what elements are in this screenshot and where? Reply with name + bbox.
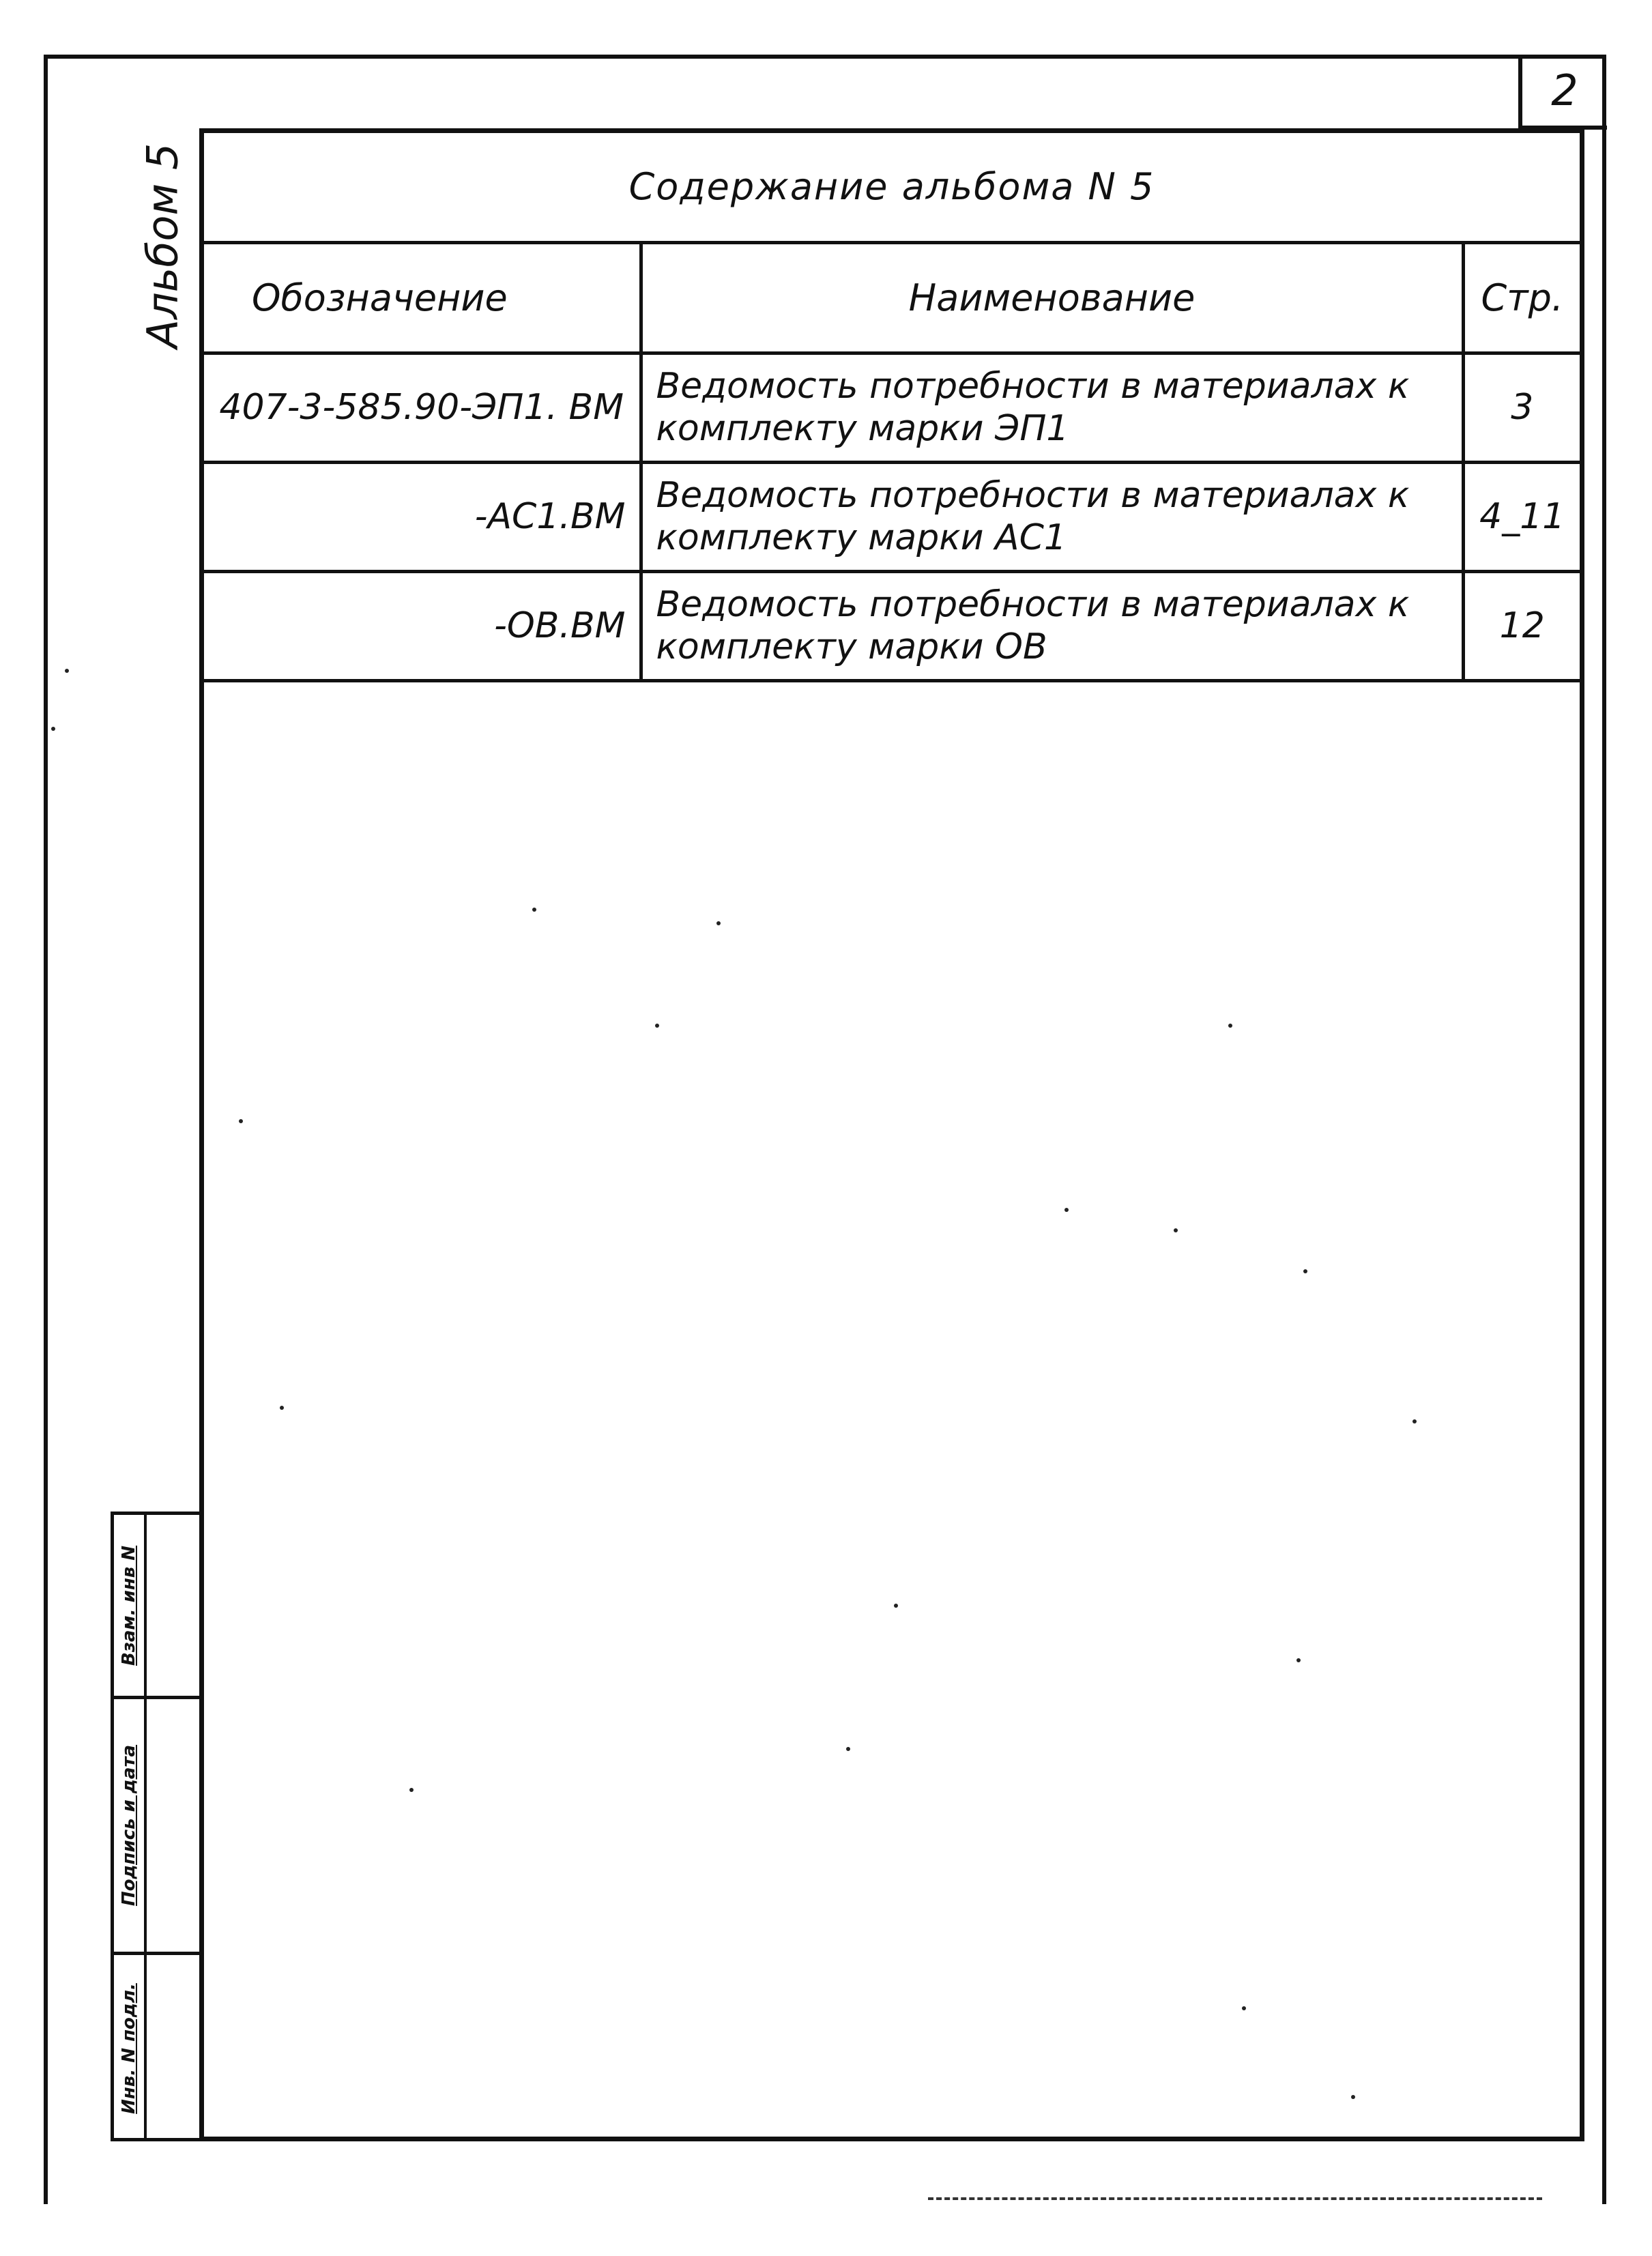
table-row bbox=[204, 571, 1580, 680]
scan-speck bbox=[1174, 1228, 1178, 1232]
bottom-dashed-line bbox=[928, 2197, 1542, 2206]
scan-speck bbox=[239, 1119, 243, 1123]
stamp-field-inventory bbox=[114, 1955, 199, 2141]
stamp-field-signature bbox=[114, 1699, 199, 1955]
row-name: Ведомость потребности в материалах к комплекту марки ОВ bbox=[641, 571, 1463, 680]
stamp-label: Подпись и дата bbox=[119, 1744, 139, 1907]
album-tag: Альбом 5 bbox=[137, 143, 188, 349]
page-number: 2 bbox=[1518, 55, 1607, 130]
scan-speck bbox=[1228, 1024, 1232, 1028]
row-code: -ОВ.ВМ bbox=[204, 571, 641, 680]
scan-speck bbox=[1351, 2095, 1355, 2099]
scan-speck bbox=[65, 669, 69, 673]
table-row bbox=[204, 353, 1580, 462]
scan-speck bbox=[1064, 1208, 1069, 1212]
row-code: 407-3-585.90-ЭП1. ВМ bbox=[204, 353, 641, 462]
header-code: Обозначение bbox=[204, 242, 641, 353]
scan-speck bbox=[1296, 1658, 1301, 1662]
table-row bbox=[204, 462, 1580, 571]
side-stamp bbox=[111, 1512, 199, 2141]
scan-speck bbox=[51, 727, 55, 731]
row-page: 3 bbox=[1463, 353, 1580, 462]
stamp-field-replacement bbox=[114, 1515, 199, 1699]
scan-speck bbox=[655, 1024, 659, 1028]
header-name: Наименование bbox=[641, 242, 1463, 353]
scan-speck bbox=[532, 908, 536, 912]
scan-speck bbox=[409, 1788, 414, 1792]
row-page: 4_11 bbox=[1463, 462, 1580, 571]
row-name: Ведомость потребности в материалах к комплекту марки АС1 bbox=[641, 462, 1463, 571]
stamp-label: Инв. N подл. bbox=[119, 1982, 139, 2114]
table-title: Содержание альбома N 5 bbox=[204, 133, 1580, 242]
scan-speck bbox=[280, 1406, 284, 1410]
scan-speck bbox=[894, 1604, 898, 1608]
scan-speck bbox=[846, 1747, 850, 1751]
stamp-label: Взам. инв N bbox=[119, 1545, 139, 1666]
row-code: -АС1.ВМ bbox=[204, 462, 641, 571]
scan-speck bbox=[1242, 2006, 1246, 2010]
scan-speck bbox=[716, 921, 721, 925]
table-header-row bbox=[204, 242, 1580, 353]
scan-speck bbox=[1412, 1419, 1417, 1423]
header-page: Стр. bbox=[1463, 242, 1580, 353]
row-page: 12 bbox=[1463, 571, 1580, 680]
row-name: Ведомость потребности в материалах к комплекту марки ЭП1 bbox=[641, 353, 1463, 462]
scan-speck bbox=[1303, 1269, 1307, 1273]
contents-table bbox=[204, 133, 1580, 682]
